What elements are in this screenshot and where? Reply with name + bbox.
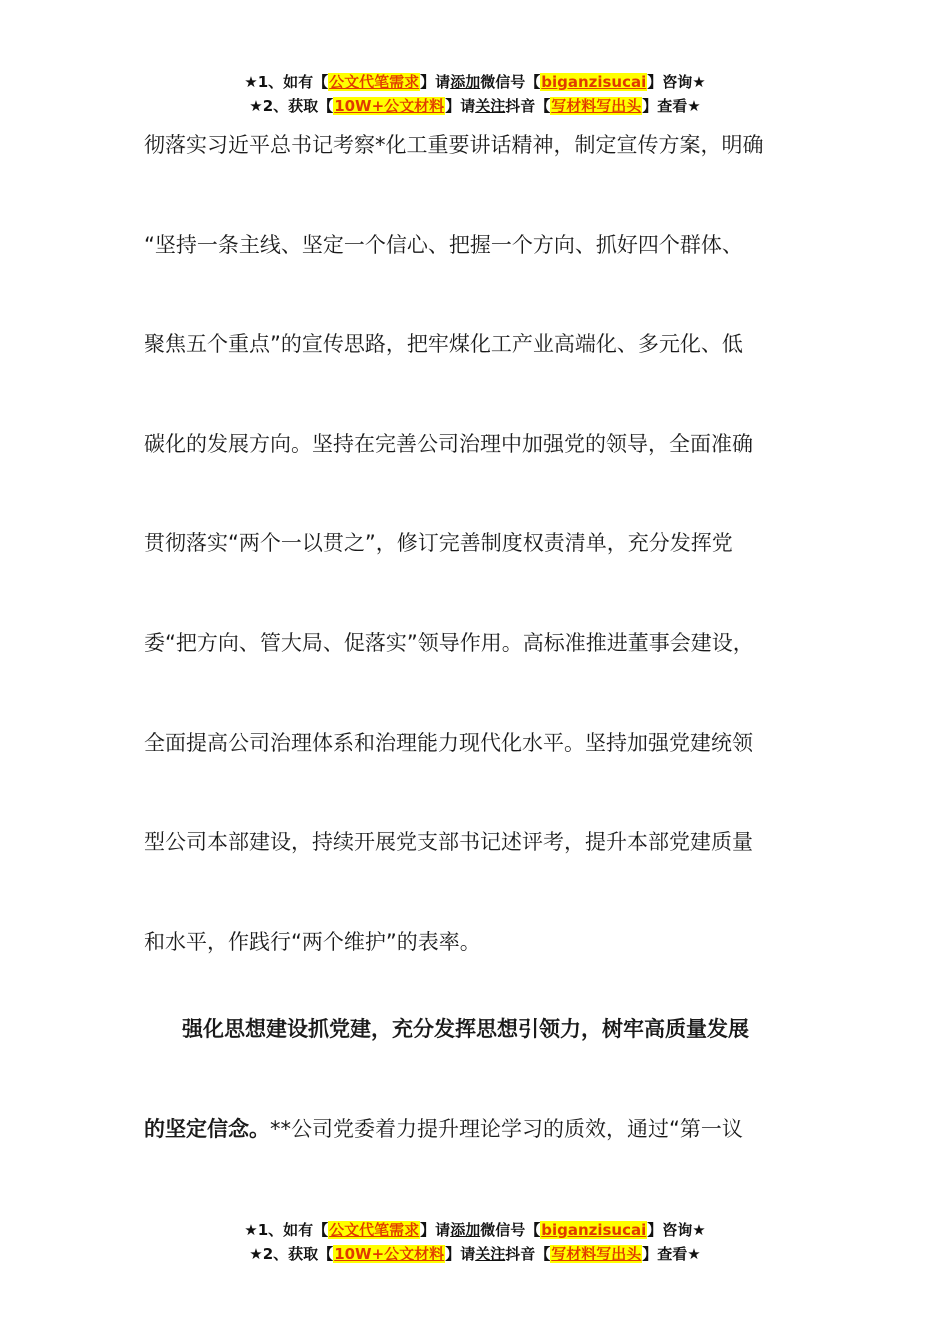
highlight-materials: 10W+公文材料	[334, 1245, 445, 1263]
body-line: 和水平，作践行“两个维护”的表率。	[144, 930, 481, 954]
banner-line-1: ★1、如有【公文代笔需求】请添加微信号【biganzisucai】咨询★	[244, 73, 706, 91]
bottom-banner	[0, 1218, 950, 1266]
highlight-service: 公文代笔需求	[329, 73, 420, 91]
body-line: 贯彻落实“两个一以贯之”，修订完善制度权责清单，充分发挥党	[144, 531, 733, 555]
highlight-service: 公文代笔需求	[329, 1221, 420, 1239]
banner-line-2: ★2、获取【10W+公文材料】请关注抖音【写材料写出头】查看★	[249, 1245, 701, 1263]
highlight-douyin-account: 写材料写出头	[551, 97, 642, 115]
section-heading-continuation: 的坚定信念。**公司党委着力提升理论学习的质效，通过“第一议	[144, 1117, 743, 1141]
highlight-materials: 10W+公文材料	[334, 97, 445, 115]
highlight-wechat-id: biganzisucai	[541, 73, 647, 91]
body-line: “坚持一条主线、坚定一个信心、把握一个方向、抓好四个群体、	[144, 233, 743, 257]
banner-line-2: ★2、获取【10W+公文材料】请关注抖音【写材料写出头】查看★	[249, 97, 701, 115]
body-line: 全面提高公司治理体系和治理能力现代化水平。坚持加强党建统领	[144, 731, 753, 755]
highlight-wechat-id: biganzisucai	[541, 1221, 647, 1239]
highlight-douyin-account: 写材料写出头	[551, 1245, 642, 1263]
section-heading: 强化思想建设抓党建，充分发挥思想引领力，树牢高质量发展	[182, 1017, 749, 1041]
banner-line-1: ★1、如有【公文代笔需求】请添加微信号【biganzisucai】咨询★	[244, 1221, 706, 1239]
body-line: 聚焦五个重点”的宣传思路，把牢煤化工产业高端化、多元化、低	[144, 332, 743, 356]
body-line: 碳化的发展方向。坚持在完善公司治理中加强党的领导，全面准确	[144, 432, 753, 456]
body-line: 彻落实习近平总书记考察*化工重要讲话精神，制定宣传方案，明确	[144, 133, 764, 157]
top-banner	[0, 70, 950, 118]
body-line: 委“把方向、管大局、促落实”领导作用。高标准推进董事会建设，	[144, 631, 754, 655]
body-line: 型公司本部建设，持续开展党支部书记述评考，提升本部党建质量	[144, 830, 753, 854]
